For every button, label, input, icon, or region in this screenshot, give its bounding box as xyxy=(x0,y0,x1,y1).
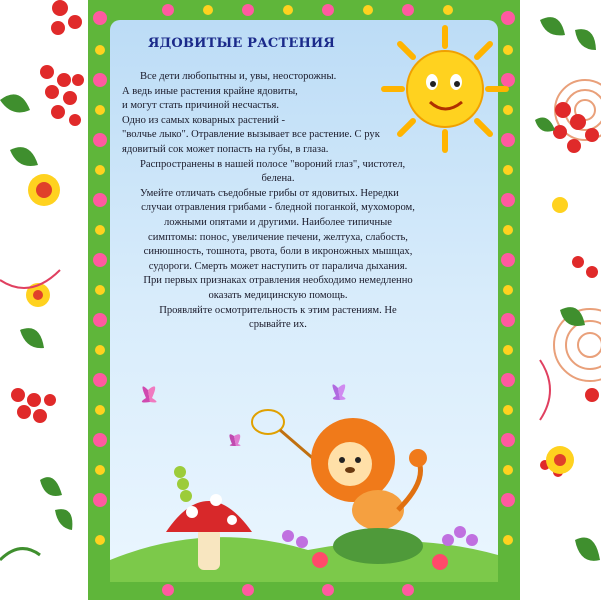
lion-icon xyxy=(311,418,427,530)
text-line: случаи отравления грибами - бледной поганкой, мухомором, xyxy=(141,202,415,214)
butterfly-icon xyxy=(229,434,240,446)
butterfly-icon xyxy=(142,386,157,402)
text-line: срывайте их. xyxy=(249,319,307,331)
text-line: белена. xyxy=(261,173,295,185)
flower-icon xyxy=(546,197,574,474)
text-line: При первых признаках отравления необходимо немедленно xyxy=(143,275,413,287)
text-line: ложными опятами и другими. Наиболее типичные xyxy=(164,216,392,228)
text-line: синюшность, тошнота, рвота, боли в икроножных мышцах, xyxy=(143,246,413,258)
butterfly-icon xyxy=(332,384,345,400)
text-line: Все дети любопытны и, увы, неосторожны. xyxy=(140,71,337,82)
poster-body xyxy=(122,70,434,333)
poster xyxy=(88,0,520,600)
text-line: Умейте отличать съедобные грибы от ядовитых. Нередки xyxy=(140,187,399,199)
text-line: Одно из самых коварных растений - xyxy=(122,114,286,126)
illustration-scene xyxy=(88,360,520,600)
page-title: ЯДОВИТЫЕ РАСТЕНИЯ xyxy=(148,36,336,51)
text-line: А ведь иные растения крайне ядовиты, xyxy=(122,85,298,97)
text-line: Распространены в нашей полосе "вороний глаз", чистотел, xyxy=(140,158,406,170)
text-line: судороги. Смерть может наступить от паралича дыхания. xyxy=(148,260,408,272)
text-line: ядовитый сок может попасть на губы, в глаза. xyxy=(122,143,329,155)
rowan-berries-icon xyxy=(11,0,84,423)
rowan-berries-icon xyxy=(540,102,599,477)
text-line: "волчье лыко". Отравление вызывает все растение. С рук xyxy=(122,129,380,141)
text-line: симптомы: понос, увеличение печени, желтуха, слабость, xyxy=(148,231,408,243)
leaf-icon xyxy=(0,94,72,530)
text-line: и могут стать причиной несчастья. xyxy=(122,100,279,112)
text-line: Проявляйте осмотрительность к этим растениям. Не xyxy=(159,304,397,316)
text-line: оказать медицинскую помощь. xyxy=(208,289,348,301)
